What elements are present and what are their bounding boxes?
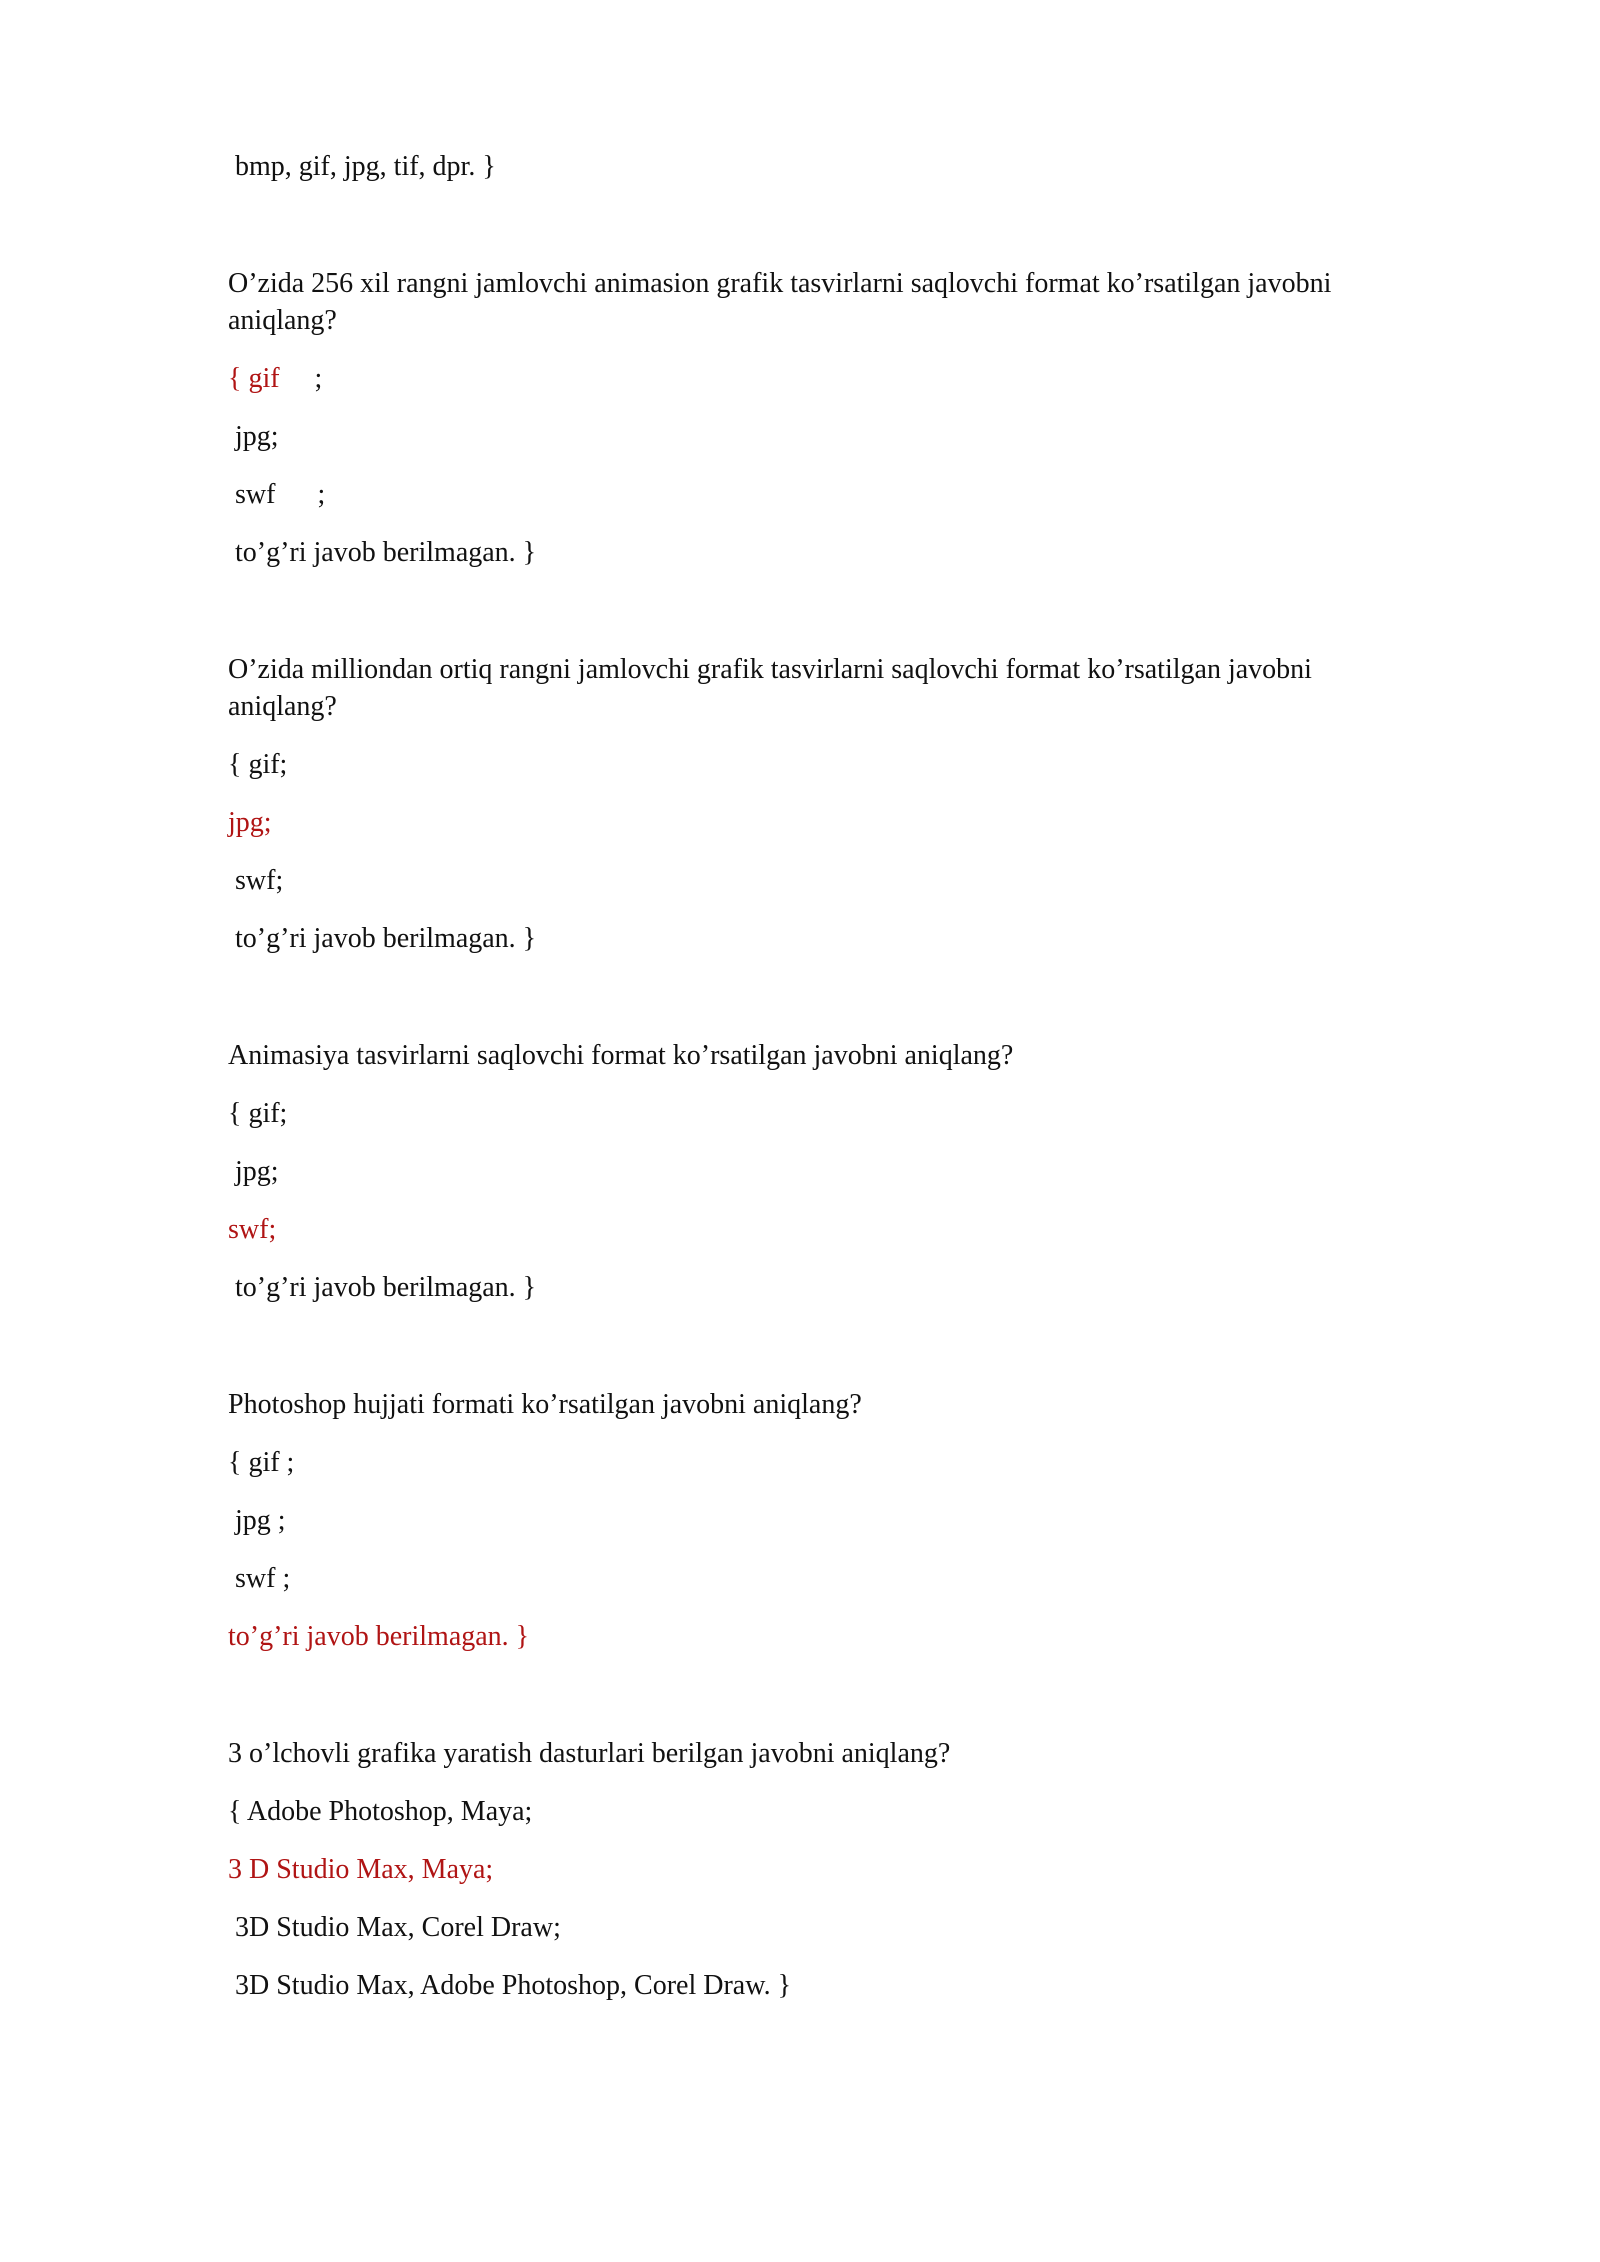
answer-option: swf ; [228, 1563, 291, 1594]
document-page [228, 148, 1408, 2025]
answer-option: to’g’ri javob berilmagan. } [228, 1272, 537, 1303]
answer-suffix: ; [279, 363, 323, 394]
question-text: Animasiya tasvirlarni saqlovchi format ko’rsatilgan javobni aniqlang? [228, 1040, 1014, 1071]
answer-option: 3D Studio Max, Corel Draw; [228, 1912, 561, 1943]
answer-option: jpg; [228, 1156, 279, 1187]
answer-option-correct [228, 360, 1408, 397]
answer-option: to’g’ri javob berilmagan. } [228, 537, 537, 568]
question-text: Photoshop hujjati formati ko’rsatilgan javobni aniqlang? [228, 1389, 862, 1420]
answer-option: 3D Studio Max, Adobe Photoshop, Corel Draw. } [228, 1970, 792, 2001]
block-spacer [228, 978, 1408, 1037]
answer-option-correct: to’g’ri javob berilmagan. } [228, 1621, 530, 1652]
answer-option: { gif; [228, 1098, 288, 1129]
answer-option: { gif; [228, 749, 288, 780]
block-spacer [228, 592, 1408, 651]
answer-option: { gif ; [228, 1447, 295, 1478]
answer-option-correct: 3 D Studio Max, Maya; [228, 1854, 494, 1885]
question-text: O’zida milliondan ortiq rangni jamlovchi grafik tasvirlarni saqlovchi format ko’rsatilgan javobni aniqlang? [228, 654, 1312, 722]
answer-option: bmp, gif, jpg, tif, dpr. } [228, 151, 496, 182]
question-text: 3 o’lchovli grafika yaratish dasturlari berilgan javobni aniqlang? [228, 1738, 951, 1769]
block-spacer [228, 1676, 1408, 1735]
answer-option: jpg; [228, 421, 279, 452]
answer-option: swf; [228, 865, 284, 896]
answer-option: { Adobe Photoshop, Maya; [228, 1796, 533, 1827]
answer-option: swf ; [228, 479, 326, 510]
question-text: O’zida 256 xil rangni jamlovchi animasion grafik tasvirlarni saqlovchi format ko’rsatilgan javobni aniqlang? [228, 268, 1332, 336]
answer-option: to’g’ri javob berilmagan. } [228, 923, 537, 954]
answer-option-correct: jpg; [228, 807, 272, 838]
block-spacer [228, 1327, 1408, 1386]
answer-option: jpg ; [228, 1505, 286, 1536]
answer-option-correct: swf; [228, 1214, 277, 1245]
block-spacer [228, 206, 1408, 265]
correct-answer-text: { gif [228, 363, 280, 394]
